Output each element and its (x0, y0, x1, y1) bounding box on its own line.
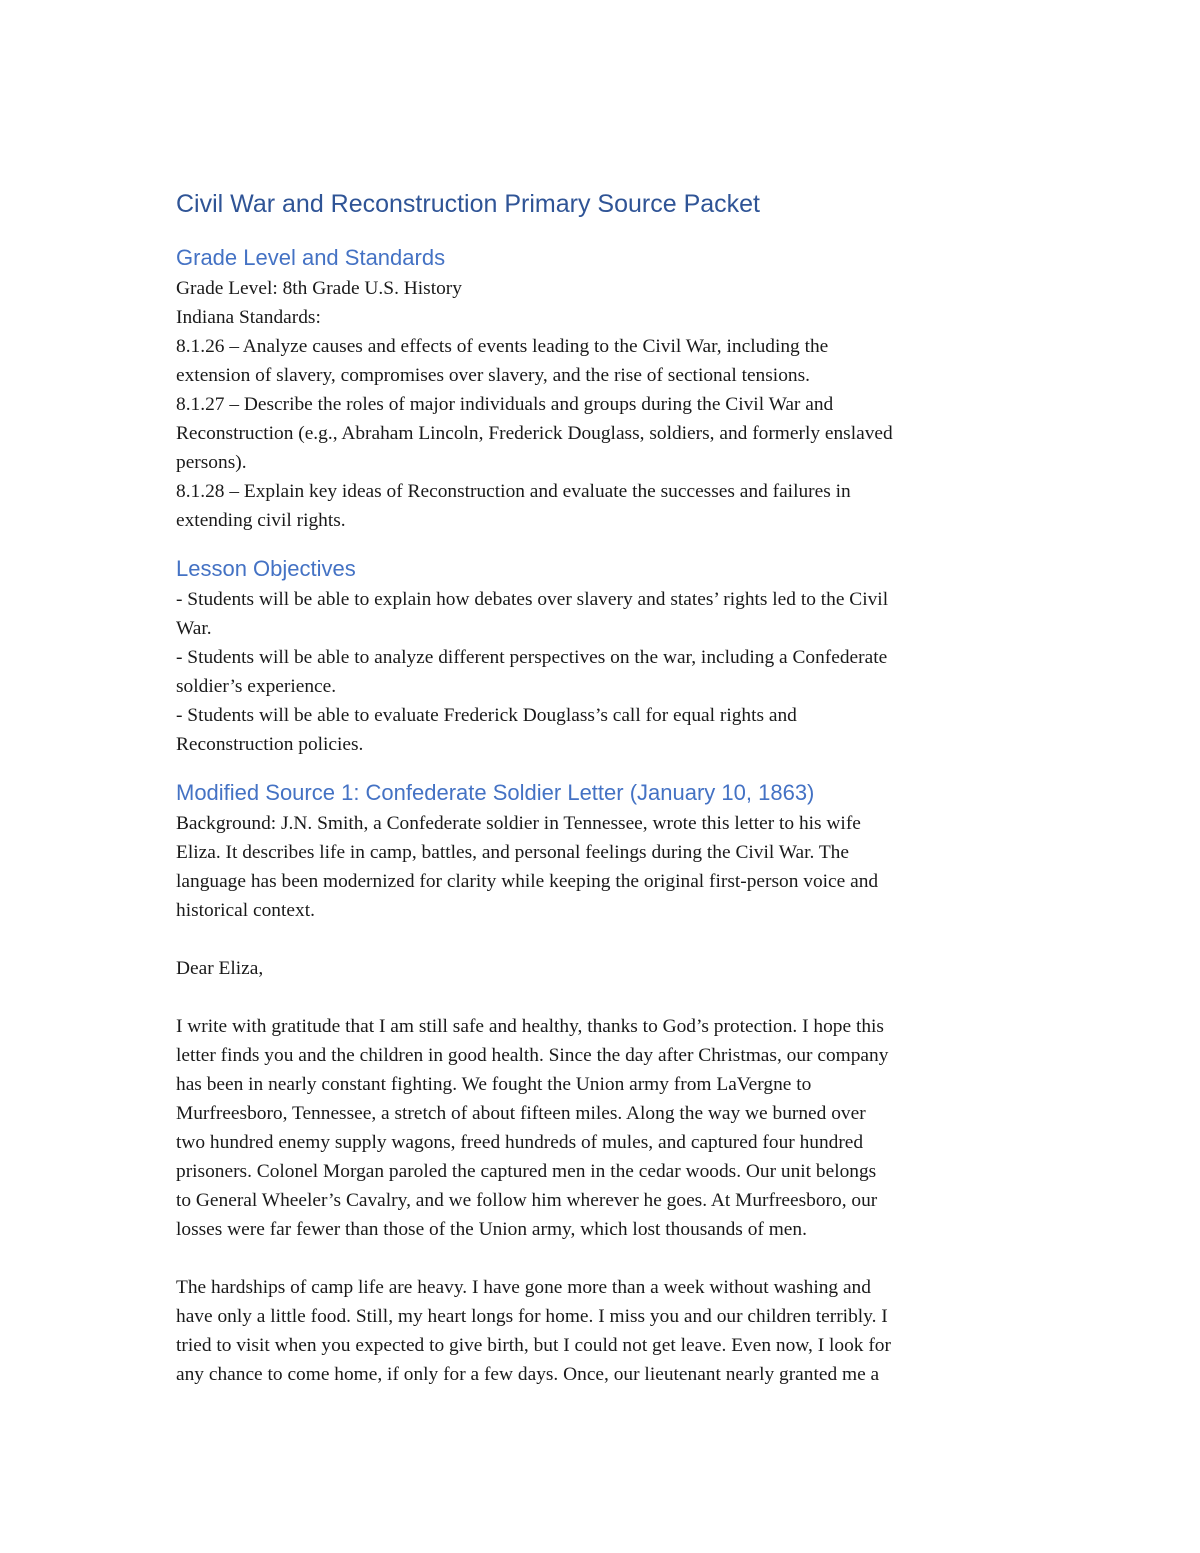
grade-level-section (176, 274, 1026, 535)
document-body (176, 186, 1026, 1389)
text-line: 8.1.28 – Explain key ideas of Reconstruction and evaluate the successes and failures in (176, 481, 851, 502)
text-line: persons). (176, 452, 247, 473)
text-line: tried to visit when you expected to give birth, but I could not get leave. Even now, I look for (176, 1335, 891, 1356)
letter-salutation: Dear Eliza, (176, 958, 264, 979)
paragraph-spacer (176, 925, 1026, 954)
text-line: extension of slavery, compromises over slavery, and the rise of sectional tensions. (176, 365, 810, 386)
document-title: Civil War and Reconstruction Primary Source Packet (176, 190, 760, 218)
heading-source-1: Modified Source 1: Confederate Soldier Letter (January 10, 1863) (176, 780, 815, 805)
text-line: have only a little food. Still, my heart longs for home. I miss you and our children terribly. I (176, 1306, 888, 1327)
text-line: Eliza. It describes life in camp, battles, and personal feelings during the Civil War. The (176, 842, 849, 863)
text-line: The hardships of camp life are heavy. I have gone more than a week without washing and (176, 1277, 871, 1298)
text-line: Grade Level: 8th Grade U.S. History (176, 278, 462, 299)
text-line: letter finds you and the children in good health. Since the day after Christmas, our company (176, 1045, 889, 1066)
text-line: Murfreesboro, Tennessee, a stretch of about fifteen miles. Along the way we burned over (176, 1103, 866, 1124)
text-line: War. (176, 618, 212, 639)
text-line: Indiana Standards: (176, 307, 321, 328)
paragraph-spacer (176, 1244, 1026, 1273)
heading-lesson-objectives: Lesson Objectives (176, 556, 356, 581)
text-line: has been in nearly constant fighting. We fought the Union army from LaVergne to (176, 1074, 812, 1095)
text-line: - Students will be able to analyze different perspectives on the war, including a Confederate (176, 647, 888, 668)
text-line: 8.1.27 – Describe the roles of major individuals and groups during the Civil War and (176, 394, 834, 415)
text-line: Reconstruction (e.g., Abraham Lincoln, Frederick Douglass, soldiers, and formerly enslaved (176, 423, 893, 444)
text-line: soldier’s experience. (176, 676, 337, 697)
heading-grade-level: Grade Level and Standards (176, 245, 446, 270)
text-line: prisoners. Colonel Morgan paroled the captured men in the cedar woods. Our unit belongs (176, 1161, 877, 1182)
text-line: any chance to come home, if only for a few days. Once, our lieutenant nearly granted me a (176, 1364, 880, 1385)
text-line: Reconstruction policies. (176, 734, 364, 755)
text-line: language has been modernized for clarity while keeping the original first-person voice and (176, 871, 879, 892)
text-line: Background: J.N. Smith, a Confederate soldier in Tennessee, wrote this letter to his wife (176, 813, 861, 834)
paragraph-spacer (176, 983, 1026, 1012)
text-line: historical context. (176, 900, 315, 921)
text-line: to General Wheeler’s Cavalry, and we follow him wherever he goes. At Murfreesboro, our (176, 1190, 878, 1211)
text-line: two hundred enemy supply wagons, freed hundreds of mules, and captured four hundred (176, 1132, 864, 1153)
text-line: losses were far fewer than those of the Union army, which lost thousands of men. (176, 1219, 807, 1240)
text-line: - Students will be able to explain how debates over slavery and states’ rights led to the Civil (176, 589, 889, 610)
text-line: 8.1.26 – Analyze causes and effects of events leading to the Civil War, including the (176, 336, 829, 357)
objectives-section (176, 585, 1026, 759)
text-line: extending civil rights. (176, 510, 346, 531)
source-1-section (176, 809, 1026, 1389)
text-line: I write with gratitude that I am still safe and healthy, thanks to God’s protection. I hope this (176, 1016, 884, 1037)
text-line: - Students will be able to evaluate Frederick Douglass’s call for equal rights and (176, 705, 797, 726)
